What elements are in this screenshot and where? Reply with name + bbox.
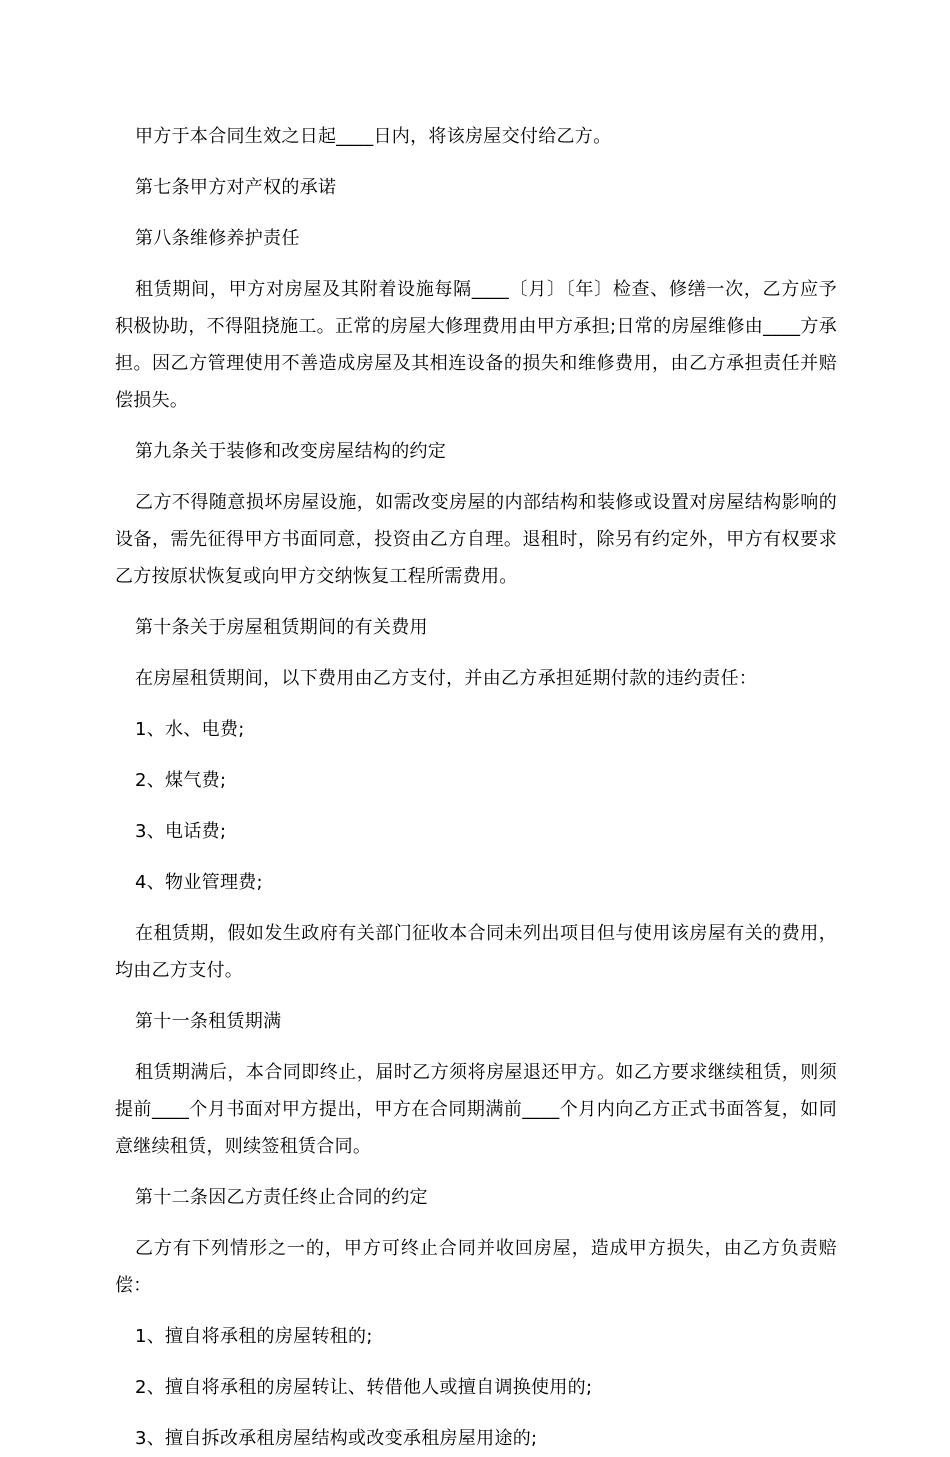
paragraph-delivery: 甲方于本合同生效之日起____日内，将该房屋交付给乙方。 [135,126,612,147]
list-item-fee-1: 1、水、电费; [135,719,245,740]
list-item-termination-1: 1、擅自将承租的房屋转租的; [135,1326,373,1347]
list-item-fee-4: 4、物业管理费; [135,872,263,893]
heading-article-7: 第七条甲方对产权的承诺 [135,177,337,198]
list-item-termination-2: 2、擅自将承租的房屋转让、转借他人或擅自调换使用的; [135,1377,593,1398]
paragraph-termination-intro: 乙方有下列情形之一的，甲方可终止合同并收回房屋，造成甲方损失，由乙方负责赔偿： [115,1238,837,1296]
list-item-fee-2: 2、煤气费; [135,770,227,791]
list-item-fee-3: 3、电话费; [135,821,227,842]
paragraph-fees-intro: 在房屋租赁期间，以下费用由乙方支付，并由乙方承担延期付款的违约责任： [135,668,758,689]
heading-article-9: 第九条关于装修和改变房屋结构的约定 [135,441,447,462]
heading-article-10: 第十条关于房屋租赁期间的有关费用 [135,617,428,638]
heading-article-12: 第十二条因乙方责任终止合同的约定 [135,1187,428,1208]
list-item-termination-3: 3、擅自拆改承租房屋结构或改变承租房屋用途的; [135,1428,538,1449]
paragraph-expiry: 租赁期满后，本合同即终止，届时乙方须将房屋退还甲方。如乙方要求继续租赁，则须提前____个月书面对甲方提出，甲方在合同期满前____个月内向乙方正式书面答复，如同意继续租赁，则续签租赁合同。 [115,1062,837,1157]
paragraph-renovation: 乙方不得随意损坏房屋设施，如需改变房屋的内部结构和装修或设置对房屋结构影响的设备，需先征得甲方书面同意，投资由乙方自理。退租时，除另有约定外，甲方有权要求乙方按原状恢复或向甲方交纳恢复工程所需费用。 [115,492,837,587]
heading-article-8: 第八条维修养护责任 [135,228,300,249]
paragraph-maintenance: 租赁期间，甲方对房屋及其附着设施每隔____〔月〕〔年〕检查、修缮一次，乙方应予积极协助，不得阻挠施工。正常的房屋大修理费用由甲方承担;日常的房屋维修由____方承担。因乙方管理使用不善造成房屋及其相连设备的损失和维修费用，由乙方承担责任并赔偿损失。 [115,279,837,411]
paragraph-other-fees: 在租赁期，假如发生政府有关部门征收本合同未列出项目但与使用该房屋有关的费用，均由乙方支付。 [115,923,837,981]
document-page [115,118,837,1457]
heading-article-11: 第十一条租赁期满 [135,1011,282,1032]
